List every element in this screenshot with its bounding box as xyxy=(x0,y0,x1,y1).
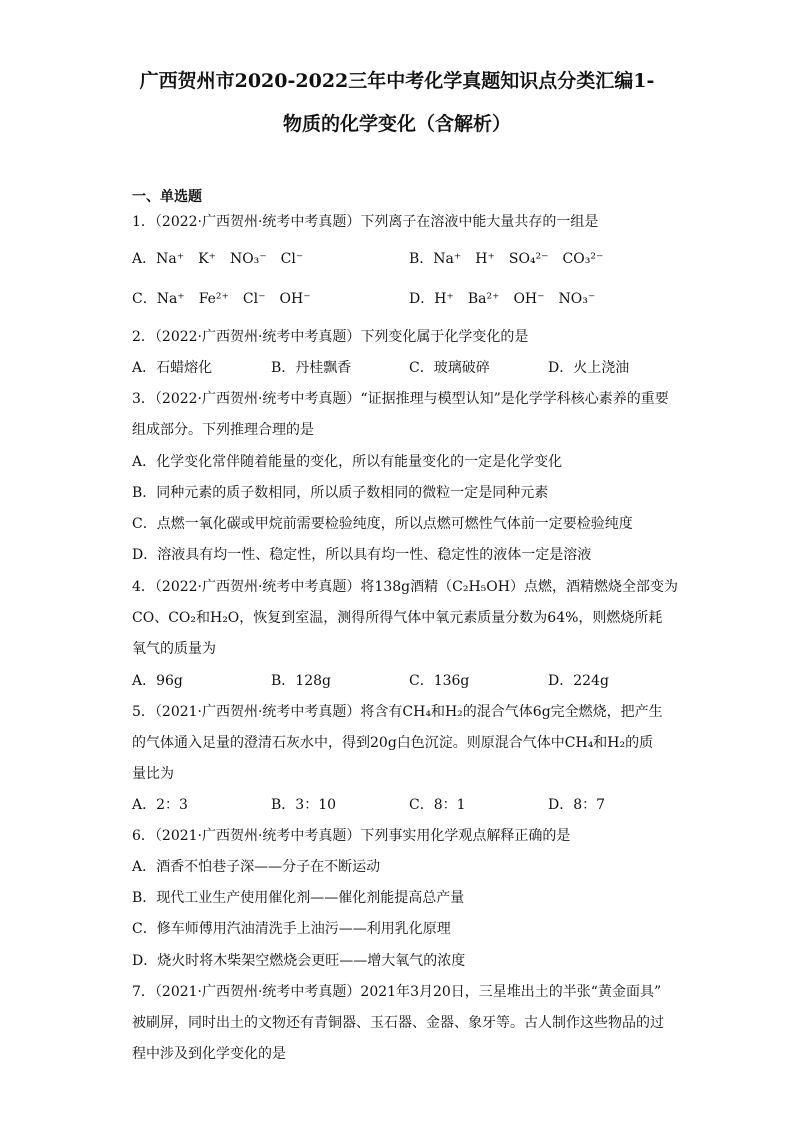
question-7-stem-line-3: 程中涉及到化学变化的是 xyxy=(132,1046,286,1062)
question-4-stem-line-2: CO、CO₂和H₂O，恢复到室温，测得所得气体中氧元素质量分数为64%，则燃烧所耗 xyxy=(132,610,663,626)
question-5-option-a: A．2：3 xyxy=(132,797,188,813)
question-4-option-a: A．96g xyxy=(132,673,183,689)
document-title-line-1: 广西贺州市2020-2022三年中考化学真题知识点分类汇编1- xyxy=(139,70,655,92)
question-1-option-b: B．Na⁺ H⁺ SO₄²⁻ CO₃²⁻ xyxy=(409,251,604,267)
question-6-option-c: C．修车师傅用汽油清洗手上油污——利用乳化原理 xyxy=(132,921,451,937)
question-1-stem: 1．（2022·广西贺州·统考中考真题）下列离子在溶液中能大量共存的一组是 xyxy=(132,214,599,230)
question-6-stem: 6．（2021·广西贺州·统考中考真题）下列事实用化学观点解释正确的是 xyxy=(132,828,571,844)
document-title-line-2: 物质的化学变化（含解析） xyxy=(282,113,511,135)
question-5-option-d: D．8：7 xyxy=(548,797,606,813)
question-7-stem-line-2: 被刷屏，同时出土的文物还有青铜器、玉石器、金器、象牙等。古人制作这些物品的过 xyxy=(132,1015,664,1031)
question-2-option-b: B．丹桂飘香 xyxy=(271,360,352,376)
question-5-stem-line-2: 的气体通入足量的澄清石灰水中，得到20g白色沉淀。则原混合气体中CH₄和H₂的质 xyxy=(132,735,654,751)
question-3-option-a: A．化学变化常伴随着能量的变化，所以有能量变化的一定是化学变化 xyxy=(132,454,563,470)
question-1-option-a: A．Na⁺ K⁺ NO₃⁻ Cl⁻ xyxy=(132,251,304,267)
question-4-stem-line-3: 氧气的质量为 xyxy=(132,641,216,657)
question-2-option-a: A．石蜡熔化 xyxy=(132,360,213,376)
question-3-option-b: B．同种元素的质子数相同，所以质子数相同的微粒一定是同种元素 xyxy=(132,485,549,501)
section-heading: 一、单选题 xyxy=(132,189,202,205)
question-2-stem: 2．（2022·广西贺州·统考中考真题）下列变化属于化学变化的是 xyxy=(132,329,529,345)
question-1-option-c: C．Na⁺ Fe²⁺ Cl⁻ OH⁻ xyxy=(132,291,311,307)
question-3-option-d: D．溶液具有均一性、稳定性，所以具有均一性、稳定性的液体一定是溶液 xyxy=(132,547,592,563)
question-7-stem-line-1: 7．（2021·广西贺州·统考中考真题）2021年3月20日，三星堆出土的半张“黄金面具” xyxy=(132,984,662,1000)
question-2-option-c: C．玻璃破碎 xyxy=(409,360,490,376)
question-6-option-b: B．现代工业生产使用催化剂——催化剂能提高总产量 xyxy=(132,890,465,906)
question-2-option-d: D．火上浇油 xyxy=(548,360,630,376)
question-1-option-d: D．H⁺ Ba²⁺ OH⁻ NO₃⁻ xyxy=(409,291,596,307)
question-3-stem-line-1: 3．（2022·广西贺州·统考中考真题）“证据推理与模型认知”是化学学科核心素养的重要 xyxy=(132,391,669,407)
question-3-option-c: C．点燃一氧化碳或甲烷前需要检验纯度，所以点燃可燃性气体前一定要检验纯度 xyxy=(132,516,633,532)
question-5-stem-line-3: 量比为 xyxy=(132,766,174,782)
question-6-option-a: A．酒香不怕巷子深——分子在不断运动 xyxy=(132,859,381,875)
question-3-stem-line-2: 组成部分。下列推理合理的是 xyxy=(132,422,314,438)
question-6-option-d: D．烧火时将木柴架空燃烧会更旺——增大氧气的浓度 xyxy=(132,953,466,969)
question-4-stem-line-1: 4．（2022·广西贺州·统考中考真题）将138g酒精（C₂H₅OH）点燃，酒精燃烧全部变为 xyxy=(132,579,678,595)
question-5-option-c: C．8：1 xyxy=(409,797,466,813)
question-4-option-d: D．224g xyxy=(548,673,609,689)
question-4-option-b: B．128g xyxy=(271,673,331,689)
question-5-option-b: B．3：10 xyxy=(271,797,337,813)
question-5-stem-line-1: 5．（2021·广西贺州·统考中考真题）将含有CH₄和H₂的混合气体6g完全燃烧，把产生 xyxy=(132,704,663,720)
question-4-option-c: C．136g xyxy=(409,673,470,689)
